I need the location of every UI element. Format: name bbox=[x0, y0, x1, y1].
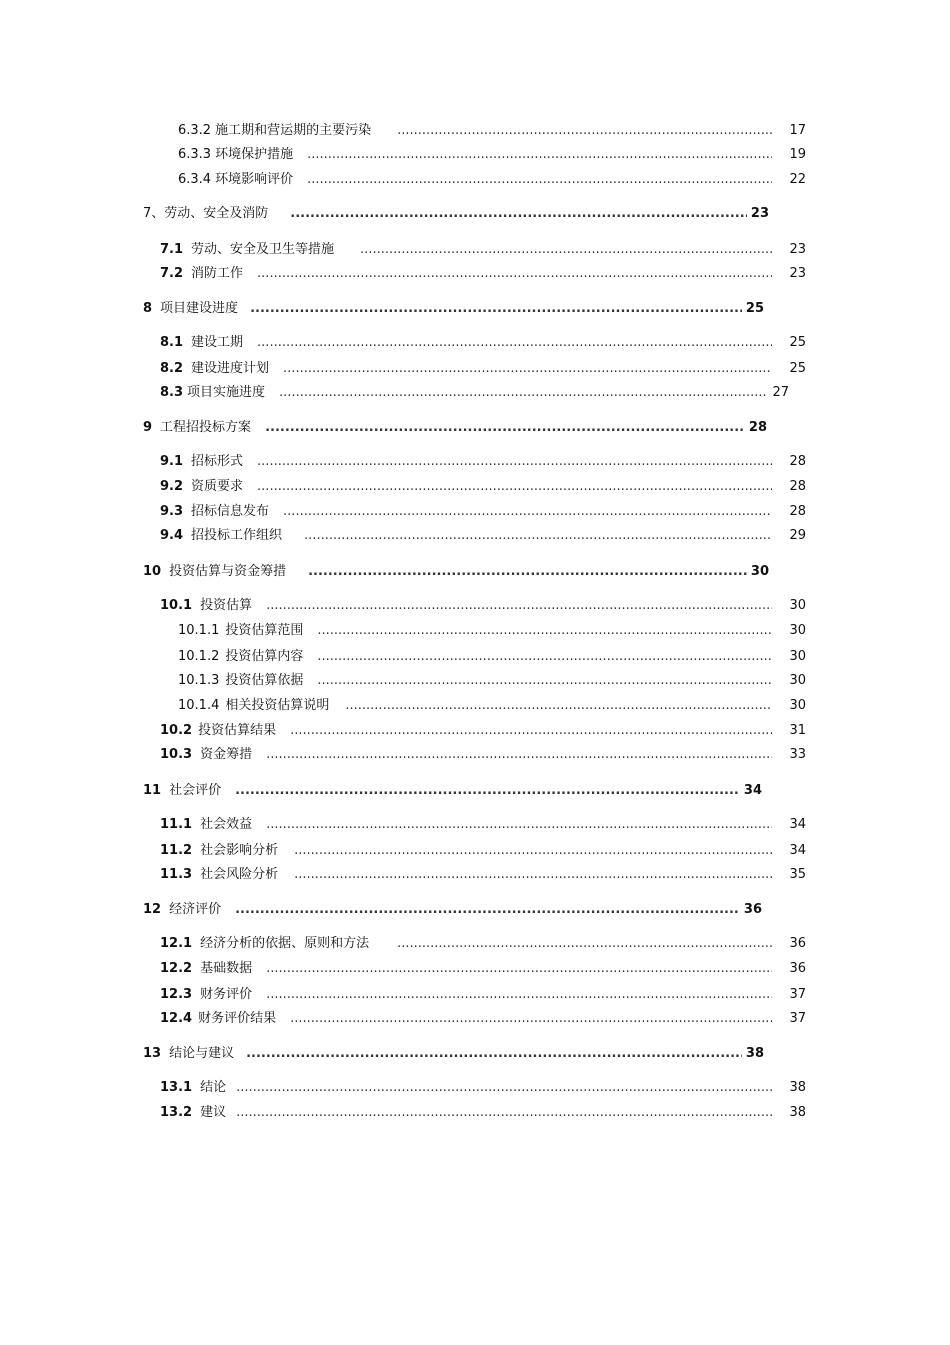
toc-entry[interactable] bbox=[160, 961, 806, 977]
toc-leader-dots bbox=[279, 385, 767, 401]
toc-leader-dots bbox=[307, 172, 772, 188]
toc-leader-dots bbox=[266, 747, 772, 763]
toc-entry-title: 劳动、安全及卫生等措施 bbox=[191, 242, 335, 257]
toc-chapter[interactable] bbox=[143, 206, 769, 222]
toc-entry-title: 投资估算依据 bbox=[225, 673, 304, 688]
toc-entry-page: 23 bbox=[789, 242, 806, 257]
toc-entry-number: 10.1.4 bbox=[178, 698, 220, 713]
toc-leader-dots bbox=[266, 598, 772, 614]
toc-entry[interactable] bbox=[160, 1105, 806, 1121]
toc-entry-page: 30 bbox=[750, 564, 769, 579]
toc-entry[interactable] bbox=[160, 598, 806, 614]
toc-entry-page: 38 bbox=[789, 1080, 806, 1095]
toc-entry-title: 结论与建议 bbox=[169, 1046, 235, 1061]
toc-entry-title: 投资估算与资金筹措 bbox=[169, 564, 287, 579]
toc-entry[interactable] bbox=[178, 623, 806, 639]
toc-entry-page: 28 bbox=[748, 420, 767, 435]
toc-entry-page: 37 bbox=[789, 987, 806, 1002]
toc-entry[interactable] bbox=[160, 361, 806, 377]
toc-entry-number: 12.4 bbox=[160, 1011, 193, 1026]
toc-entry-page: 29 bbox=[789, 528, 806, 543]
toc-entry-page: 30 bbox=[789, 598, 806, 613]
toc-entry-page: 25 bbox=[789, 335, 806, 350]
toc-entry-page: 28 bbox=[789, 479, 806, 494]
toc-entry-number: 9.3 bbox=[160, 504, 184, 519]
toc-entry-title: 建议 bbox=[200, 1105, 227, 1120]
toc-entry[interactable] bbox=[160, 335, 806, 351]
toc-entry-page: 23 bbox=[750, 206, 769, 221]
toc-entry-number: 7、 bbox=[143, 206, 165, 221]
toc-leader-dots bbox=[257, 335, 772, 351]
toc-entry[interactable] bbox=[178, 147, 806, 163]
toc-chapter[interactable] bbox=[143, 1046, 764, 1062]
toc-leader-dots bbox=[266, 817, 772, 833]
toc-leader-dots bbox=[235, 902, 740, 918]
toc-leader-dots bbox=[266, 987, 772, 1003]
toc-leader-dots bbox=[235, 783, 740, 799]
toc-entry-title: 社会评价 bbox=[169, 783, 222, 798]
toc-entry-title: 劳动、安全及消防 bbox=[164, 206, 269, 221]
toc-entry-title: 施工期和营运期的主要污染 bbox=[215, 123, 372, 138]
toc-leader-dots bbox=[257, 266, 772, 282]
toc-entry-title: 项目实施进度 bbox=[187, 385, 266, 400]
toc-entry[interactable] bbox=[160, 817, 806, 833]
toc-entry-number: 7.1 bbox=[160, 242, 184, 257]
toc-entry-number: 8.2 bbox=[160, 361, 184, 376]
toc-entry-page: 28 bbox=[789, 454, 806, 469]
toc-entry-title: 工程招投标方案 bbox=[160, 420, 252, 435]
toc-entry-title: 财务评价 bbox=[200, 987, 253, 1002]
toc-leader-dots bbox=[236, 1080, 772, 1096]
toc-entry-page: 30 bbox=[789, 649, 806, 664]
toc-entry-title: 项目建设进度 bbox=[160, 301, 239, 316]
toc-leader-dots bbox=[290, 723, 772, 739]
toc-entry[interactable] bbox=[160, 454, 806, 470]
toc-leader-dots bbox=[290, 1011, 772, 1027]
toc-leader-dots bbox=[257, 454, 772, 470]
toc-entry[interactable] bbox=[178, 172, 806, 188]
toc-entry[interactable] bbox=[160, 504, 806, 520]
toc-leader-dots bbox=[236, 1105, 772, 1121]
toc-entry-title: 环境保护措施 bbox=[215, 147, 294, 162]
toc-leader-dots bbox=[257, 479, 772, 495]
toc-entry-title: 相关投资估算说明 bbox=[225, 698, 330, 713]
toc-entry-number: 12.3 bbox=[160, 987, 193, 1002]
toc-leader-dots bbox=[317, 673, 772, 689]
toc-leader-dots bbox=[246, 1046, 742, 1062]
toc-chapter[interactable] bbox=[143, 564, 769, 580]
toc-chapter[interactable] bbox=[143, 902, 762, 918]
toc-leader-dots bbox=[317, 649, 772, 665]
toc-entry[interactable] bbox=[160, 1080, 806, 1096]
toc-entry-title: 招标信息发布 bbox=[191, 504, 270, 519]
toc-entry-number: 9.4 bbox=[160, 528, 184, 543]
toc-leader-dots bbox=[397, 123, 772, 139]
toc-entry-page: 25 bbox=[789, 361, 806, 376]
toc-entry-number: 10.1.1 bbox=[178, 623, 220, 638]
toc-entry-number: 13.1 bbox=[160, 1080, 193, 1095]
toc-leader-dots bbox=[317, 623, 772, 639]
toc-entry-page: 25 bbox=[745, 301, 764, 316]
toc-chapter[interactable] bbox=[143, 420, 767, 436]
toc-entry-number: 10 bbox=[143, 564, 162, 579]
toc-entry-title: 建设工期 bbox=[191, 335, 244, 350]
toc-leader-dots bbox=[250, 301, 742, 317]
toc-entry-page: 31 bbox=[789, 723, 806, 738]
toc-entry-title: 资质要求 bbox=[191, 479, 244, 494]
toc-entry-number: 11.3 bbox=[160, 867, 193, 882]
toc-entry-number: 9.1 bbox=[160, 454, 184, 469]
toc-entry-title: 社会效益 bbox=[200, 817, 253, 832]
toc-entry-title: 招标形式 bbox=[191, 454, 244, 469]
toc-entry-title: 投资估算范围 bbox=[225, 623, 304, 638]
toc-entry-number: 10.2 bbox=[160, 723, 193, 738]
toc-entry-page: 23 bbox=[789, 266, 806, 281]
toc-entry-page: 28 bbox=[789, 504, 806, 519]
toc-entry-page: 36 bbox=[743, 902, 762, 917]
toc-leader-dots bbox=[304, 528, 772, 544]
toc-entry-number: 12.2 bbox=[160, 961, 193, 976]
toc-leader-dots bbox=[397, 936, 772, 952]
toc-entry-page: 30 bbox=[789, 698, 806, 713]
toc-entry-page: 27 bbox=[772, 385, 789, 400]
toc-entry-title: 社会影响分析 bbox=[200, 843, 279, 858]
toc-entry[interactable] bbox=[160, 867, 806, 883]
toc-chapter[interactable] bbox=[143, 783, 762, 799]
toc-entry-title: 消防工作 bbox=[191, 266, 244, 281]
toc-entry-title: 结论 bbox=[200, 1080, 227, 1095]
toc-leader-dots bbox=[360, 242, 772, 258]
toc-entry-page: 35 bbox=[789, 867, 806, 882]
toc-entry-page: 22 bbox=[789, 172, 806, 187]
toc-entry-title: 建设进度计划 bbox=[191, 361, 270, 376]
toc-chapter[interactable] bbox=[143, 301, 764, 317]
toc-entry-number: 6.3.2 bbox=[178, 123, 212, 138]
toc-entry-title: 基础数据 bbox=[200, 961, 253, 976]
toc-entry[interactable] bbox=[160, 266, 806, 282]
toc-entry[interactable] bbox=[160, 747, 806, 763]
toc-entry-number: 12.1 bbox=[160, 936, 193, 951]
toc-entry-number: 9 bbox=[143, 420, 153, 435]
toc-entry-number: 13.2 bbox=[160, 1105, 193, 1120]
toc-leader-dots bbox=[345, 698, 772, 714]
toc-entry-number: 10.3 bbox=[160, 747, 193, 762]
toc-entry[interactable] bbox=[160, 723, 806, 739]
toc-entry-title: 招投标工作组织 bbox=[191, 528, 283, 543]
toc-entry-page: 30 bbox=[789, 673, 806, 688]
toc-entry[interactable] bbox=[160, 987, 806, 1003]
toc-entry-title: 投资估算内容 bbox=[225, 649, 304, 664]
toc-entry-page: 19 bbox=[789, 147, 806, 162]
toc-entry-title: 投资估算 bbox=[200, 598, 253, 613]
toc-leader-dots bbox=[283, 361, 772, 377]
toc-entry-title: 资金筹措 bbox=[200, 747, 253, 762]
toc-leader-dots bbox=[283, 504, 772, 520]
toc-entry[interactable] bbox=[160, 843, 806, 859]
toc-entry-number: 8.1 bbox=[160, 335, 184, 350]
toc-entry-number: 10.1 bbox=[160, 598, 193, 613]
toc-entry-page: 37 bbox=[789, 1011, 806, 1026]
toc-entry-page: 38 bbox=[789, 1105, 806, 1120]
toc-entry-page: 30 bbox=[789, 623, 806, 638]
toc-entry[interactable] bbox=[160, 528, 806, 544]
toc-entry-page: 36 bbox=[789, 961, 806, 976]
toc-leader-dots bbox=[290, 206, 747, 222]
toc-entry-number: 7.2 bbox=[160, 266, 184, 281]
toc-entry[interactable] bbox=[160, 936, 806, 952]
toc-entry-number: 6.3.3 bbox=[178, 147, 212, 162]
toc-entry[interactable] bbox=[178, 649, 806, 665]
toc-entry[interactable] bbox=[160, 385, 789, 401]
toc-entry-number: 9.2 bbox=[160, 479, 184, 494]
toc-entry-title: 经济分析的依据、原则和方法 bbox=[200, 936, 370, 951]
toc-leader-dots bbox=[294, 843, 772, 859]
toc-entry-page: 34 bbox=[743, 783, 762, 798]
toc-leader-dots bbox=[266, 961, 772, 977]
toc-leader-dots bbox=[294, 867, 772, 883]
toc-entry-number: 12 bbox=[143, 902, 162, 917]
toc-entry-number: 6.3.4 bbox=[178, 172, 212, 187]
toc-entry-page: 33 bbox=[789, 747, 806, 762]
toc-entry-title: 投资估算结果 bbox=[198, 723, 277, 738]
toc-entry-page: 34 bbox=[789, 843, 806, 858]
toc-entry-number: 8 bbox=[143, 301, 153, 316]
toc-leader-dots bbox=[265, 420, 745, 436]
toc-entry-title: 社会风险分析 bbox=[200, 867, 279, 882]
toc-entry-number: 11.1 bbox=[160, 817, 193, 832]
toc-entry[interactable] bbox=[178, 698, 806, 714]
toc-entry-title: 经济评价 bbox=[169, 902, 222, 917]
toc-entry-number: 11.2 bbox=[160, 843, 193, 858]
toc-entry-page: 38 bbox=[745, 1046, 764, 1061]
toc-leader-dots bbox=[308, 564, 747, 580]
toc-entry[interactable] bbox=[178, 123, 806, 139]
toc-entry[interactable] bbox=[160, 1011, 806, 1027]
toc-entry-number: 10.1.3 bbox=[178, 673, 220, 688]
toc-entry-page: 17 bbox=[789, 123, 806, 138]
toc-entry-page: 34 bbox=[789, 817, 806, 832]
toc-entry-number: 13 bbox=[143, 1046, 162, 1061]
toc-entry-number: 10.1.2 bbox=[178, 649, 220, 664]
toc-leader-dots bbox=[307, 147, 772, 163]
toc-entry-number: 11 bbox=[143, 783, 162, 798]
toc-entry[interactable] bbox=[160, 242, 806, 258]
toc-entry[interactable] bbox=[160, 479, 806, 495]
toc-entry-title: 财务评价结果 bbox=[198, 1011, 277, 1026]
toc-entry-title: 环境影响评价 bbox=[215, 172, 294, 187]
toc-entry-page: 36 bbox=[789, 936, 806, 951]
toc-entry-number: 8.3 bbox=[160, 385, 184, 400]
toc-entry[interactable] bbox=[178, 673, 806, 689]
